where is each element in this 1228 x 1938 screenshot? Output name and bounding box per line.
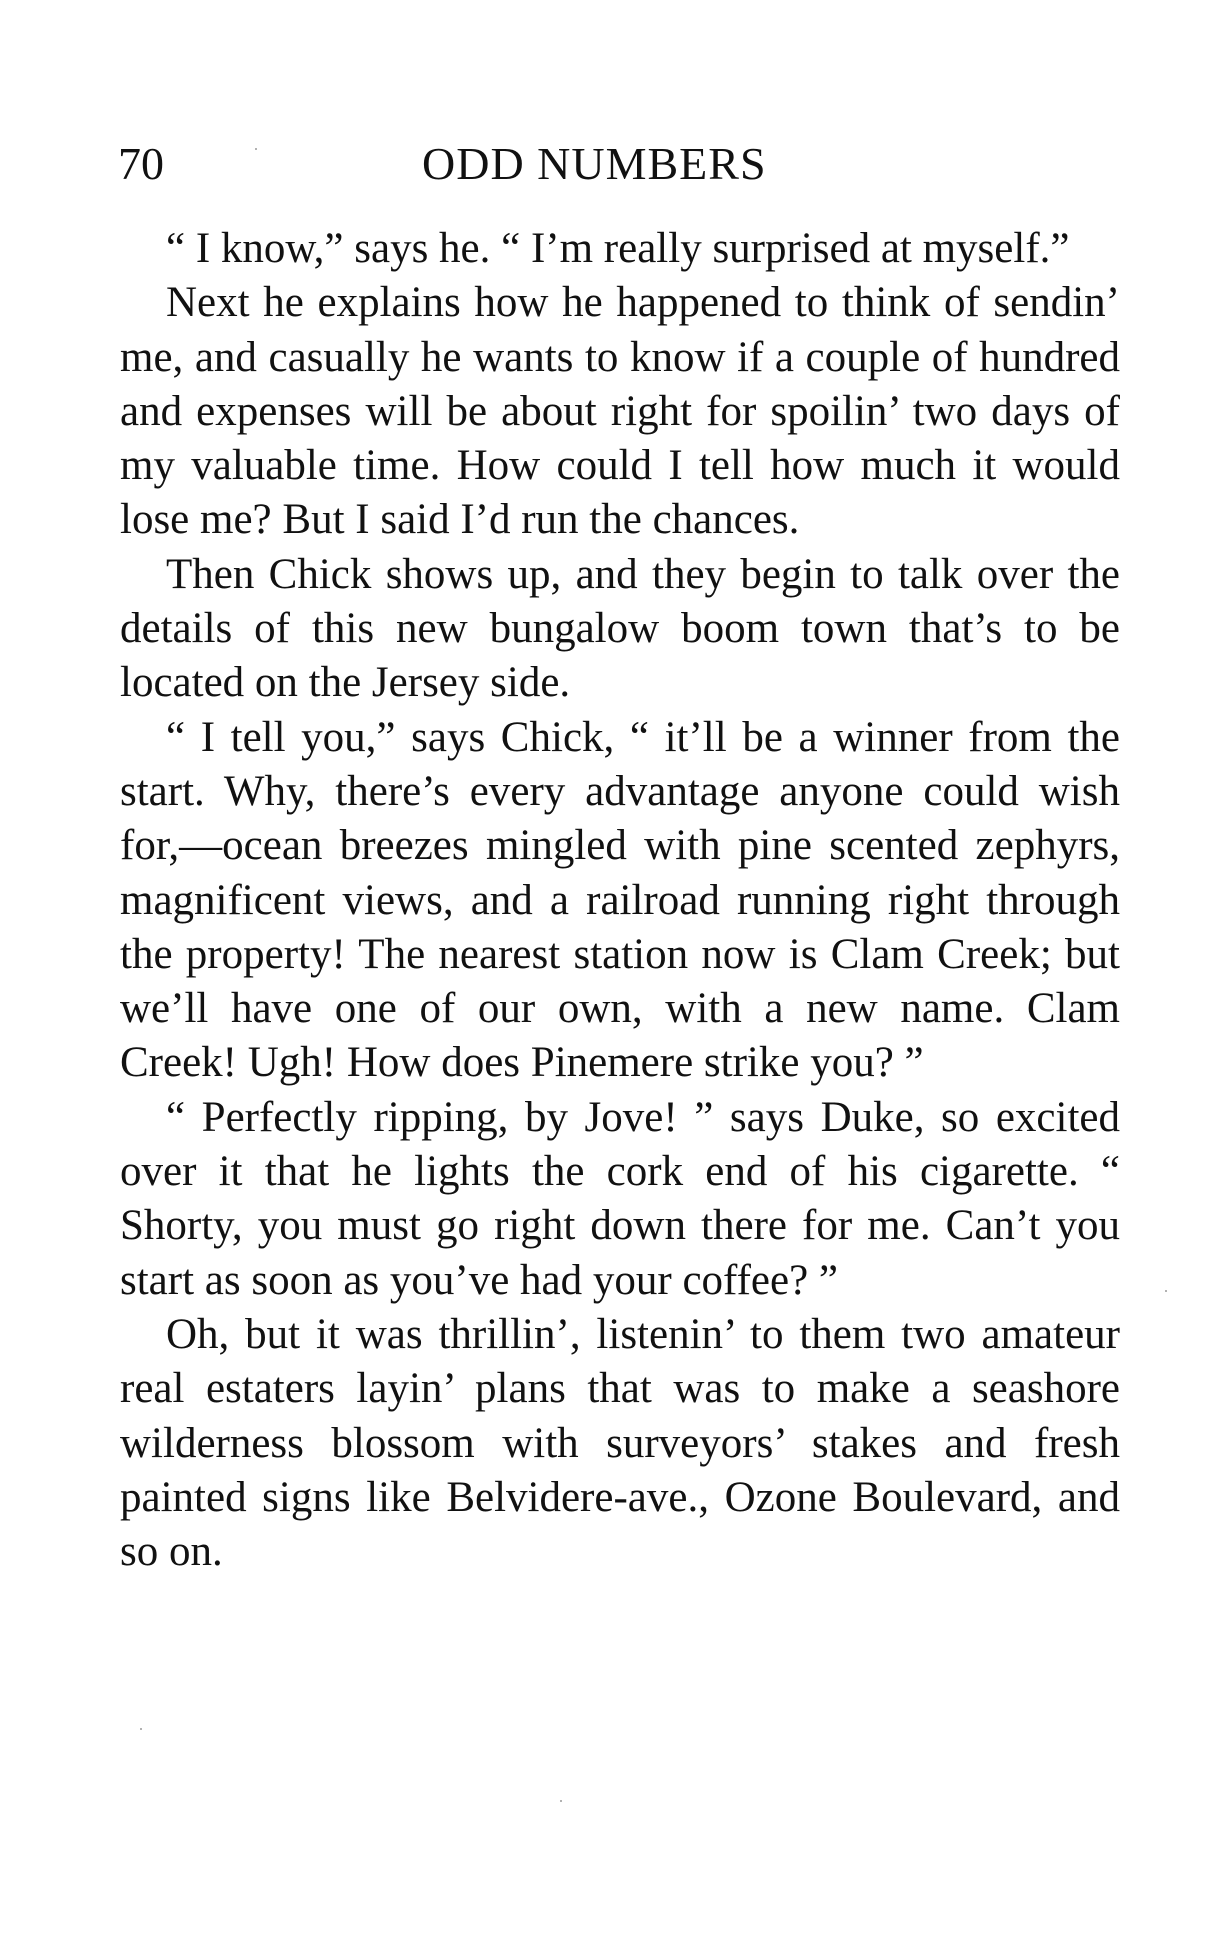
paragraph: “ I know,” says he. “ I’m really surprised at myself.” <box>166 225 1070 272</box>
page-number: 70 <box>118 138 164 189</box>
scan-speck <box>140 1728 142 1730</box>
paragraph: Oh, but it was thrillin’, listenin’ to them two amateur real estaters layin’ plans that was to make a seashore wilderness blossom with surveyors’ stakes and fresh painted signs like Belvidere-ave., Ozone Boulevard, and so on. <box>120 1310 1120 1576</box>
running-title: ODD NUMBERS <box>422 138 767 189</box>
paragraph: “ I tell you,” says Chick, “ it’ll be a winner from the start. Why, there’s every advantage anyone could wish for,—ocean breezes mingled with pine scented zephyrs, magnificent views, and a railroad running right through the property! The nearest station now is Clam Creek; but we’ll have one of our own, with a new name. Clam Creek! Ugh! How does Pinemere strike you? ” <box>120 713 1120 1087</box>
scan-speck <box>1165 1290 1167 1292</box>
paragraph: “ Perfectly ripping, by Jove! ” says Duke, so excited over it that he lights the cork end of his cigarette. “ Shorty, you must go right down there for me. Can’t you start as soon as you’ve had your coffee? ” <box>120 1093 1120 1304</box>
scan-speck <box>255 148 257 150</box>
paragraph: Next he explains how he happened to think of sendin’ me, and casually he wants to know if a couple of hundred and expenses will be about right for spoilin’ two days of my valuable time. How could I tell how much it would lose me? But I said I’d run the chances. <box>120 279 1120 544</box>
running-head <box>118 134 1118 194</box>
body-text <box>120 222 1120 1579</box>
scan-speck <box>560 1800 562 1802</box>
paragraph: Then Chick shows up, and they begin to talk over the details of this new bungalow boom town that’s to be located on the Jersey side. <box>120 550 1120 707</box>
